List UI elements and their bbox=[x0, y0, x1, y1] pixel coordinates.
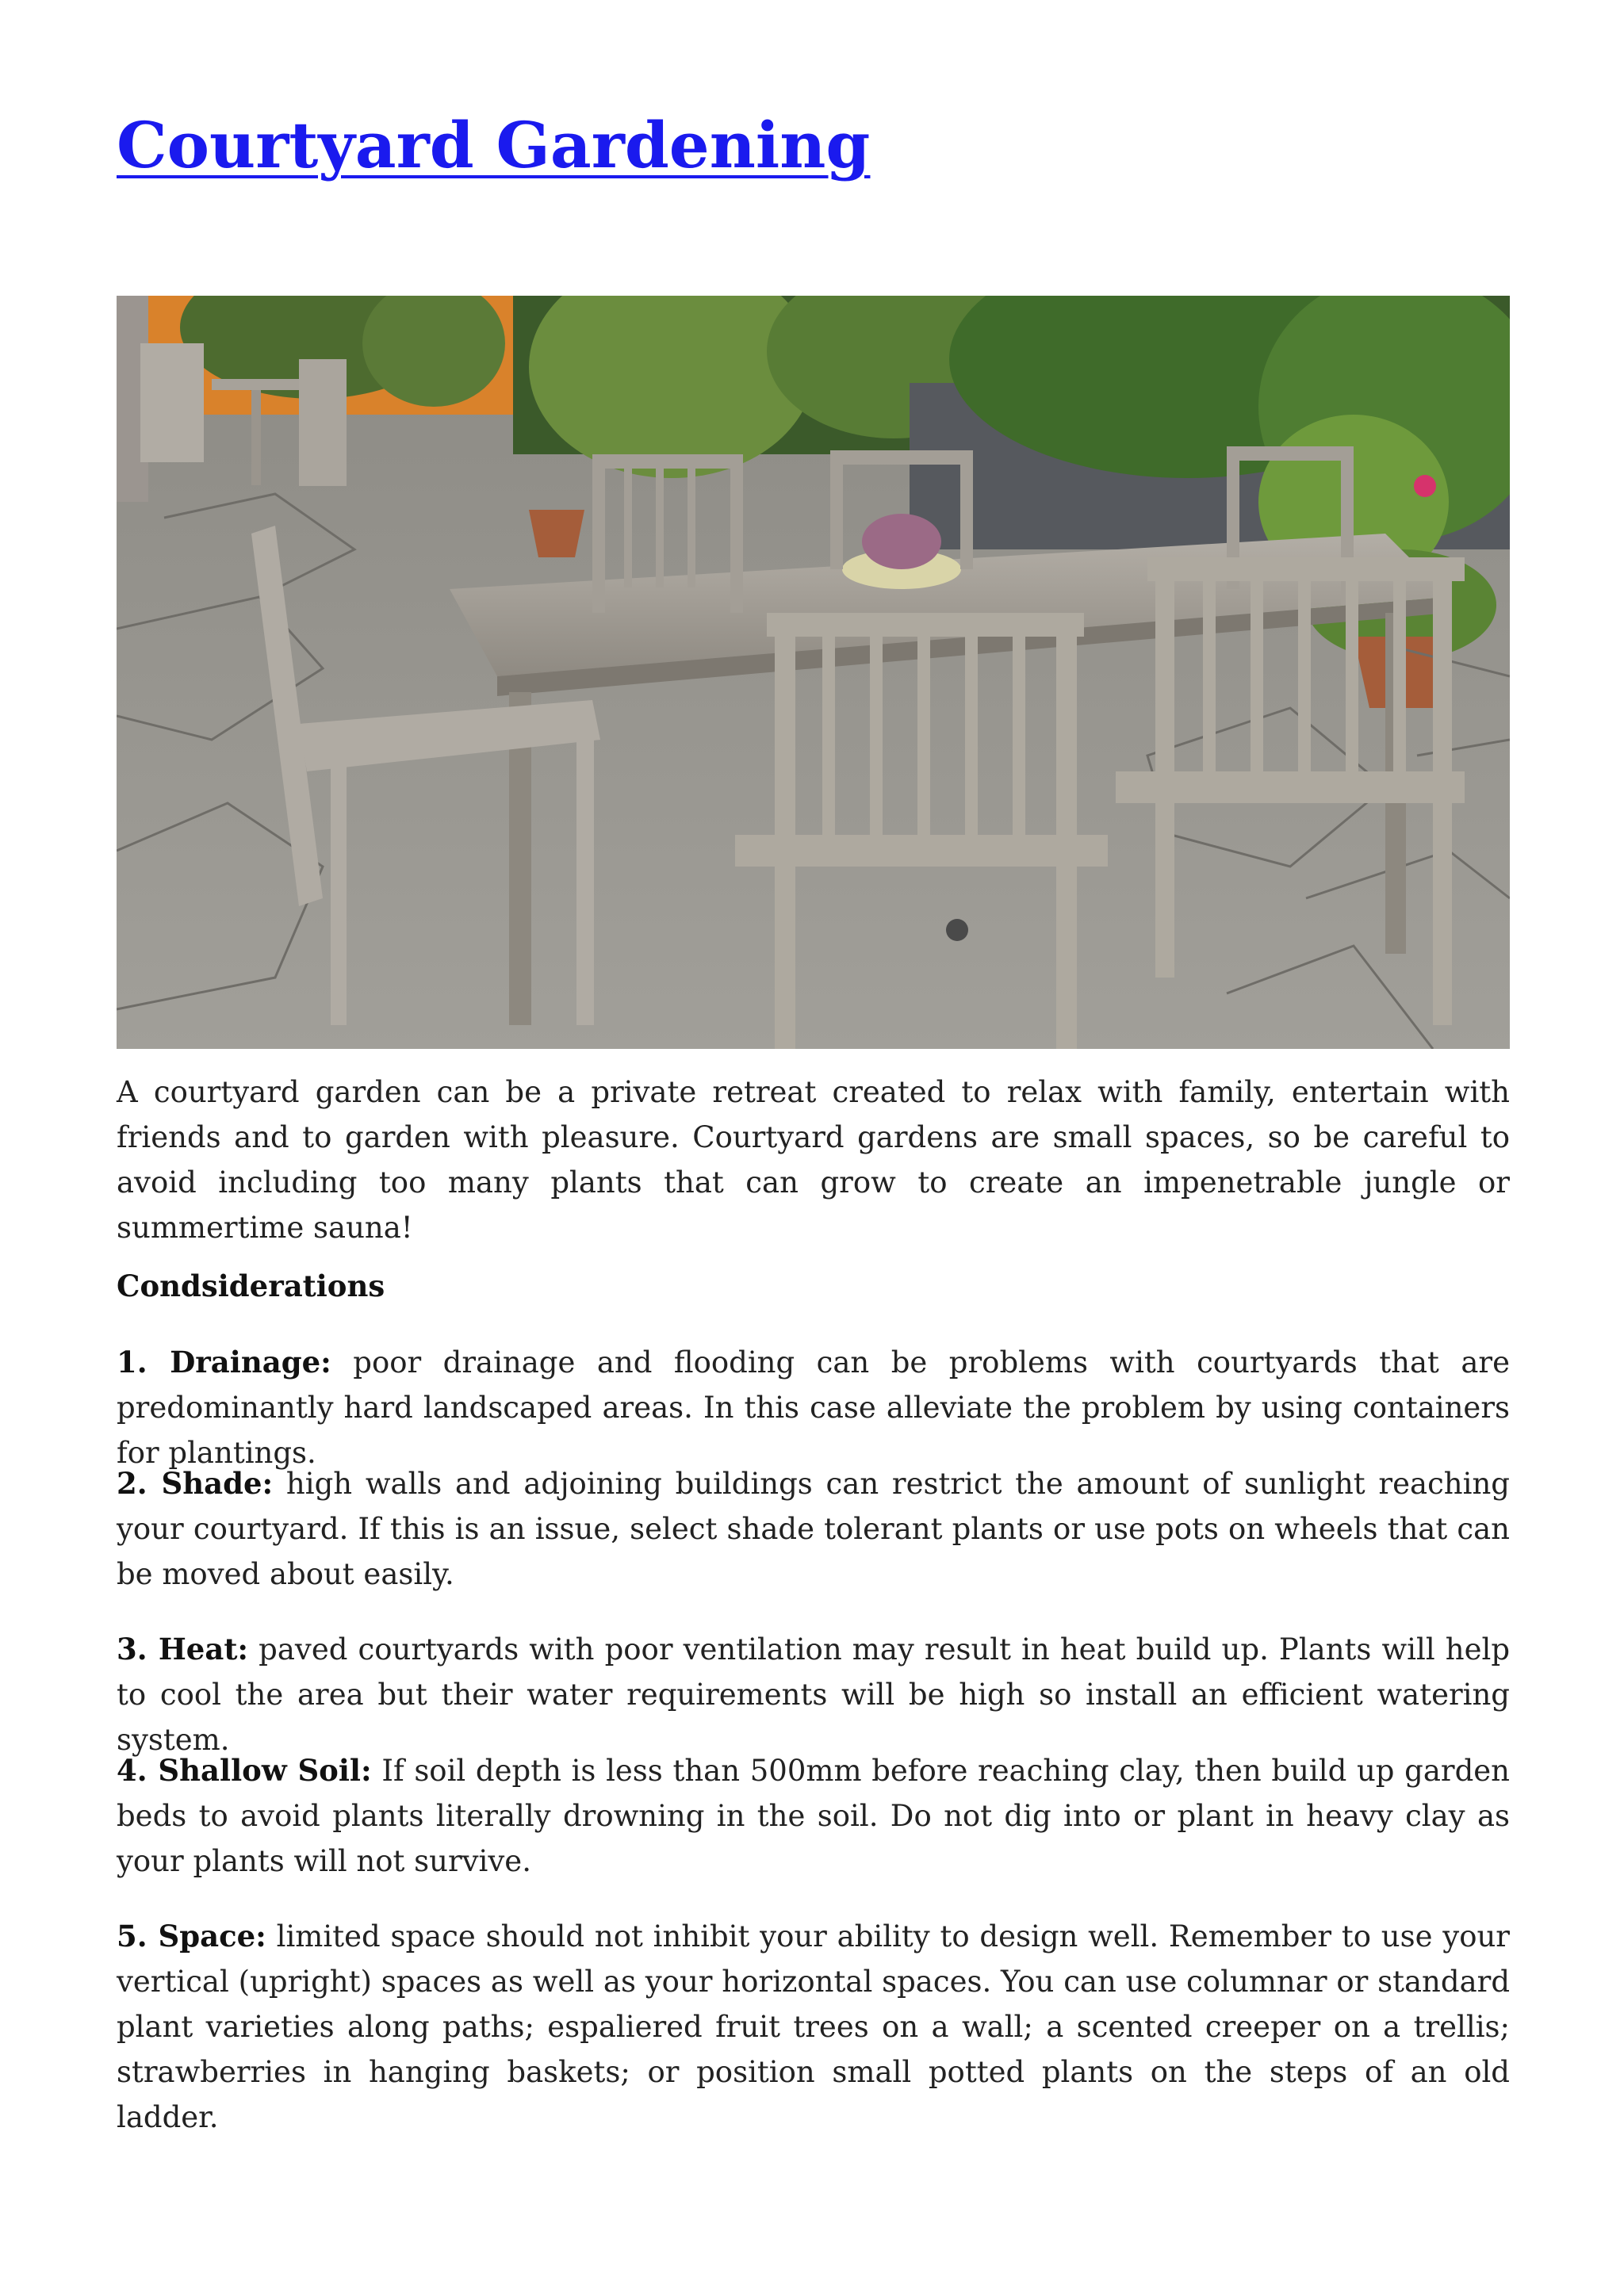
consideration-drainage bbox=[117, 1340, 1510, 1475]
consideration-heat bbox=[117, 1627, 1510, 1762]
consideration-label: 4. Shallow Soil: bbox=[117, 1753, 372, 1788]
consideration-label: 5. Space: bbox=[117, 1919, 266, 1954]
consideration-shade bbox=[117, 1461, 1510, 1597]
consideration-label: 1. Drainage: bbox=[117, 1345, 331, 1380]
intro-paragraph: A courtyard garden can be a private retreat created to relax with family, entertain with friends and to garden with pleasure. Courtyard gardens are small spaces, so be careful to avoid including too many plants that can grow to create an impenetrable jungle or summertime sauna! bbox=[117, 1075, 1510, 1245]
courtyard-photo-illustration bbox=[117, 296, 1510, 1049]
consideration-label: 2. Shade: bbox=[117, 1466, 274, 1501]
consideration-text: high walls and adjoining buildings can restrict the amount of sunlight reaching your courtyard. If this is an issue, select shade tolerant plants or use pots on wheels that can be moved about easily. bbox=[117, 1467, 1510, 1591]
title-link[interactable]: Courtyard Gardening bbox=[117, 108, 871, 182]
consideration-text: paved courtyards with poor ventilation may result in heat build up. Plants will help to cool the area but their water requirements will be high so install an efficient watering system. bbox=[117, 1632, 1511, 1757]
consideration-shallow-soil bbox=[117, 1748, 1510, 1884]
courtyard-photo bbox=[117, 296, 1510, 1049]
consideration-text: If soil depth is less than 500mm before reaching clay, then build up garden beds to avoid plants literally drowning in the soil. Do not dig into or plant in heavy clay as your plants will not survive. bbox=[117, 1754, 1510, 1878]
page-title[interactable] bbox=[117, 101, 870, 189]
consideration-text: poor drainage and flooding can be problems with courtyards that are predominantly hard landscaped areas. In this case alleviate the problem by using containers for plantings. bbox=[117, 1345, 1511, 1470]
consideration-space bbox=[117, 1914, 1510, 2140]
consideration-text: limited space should not inhibit your ability to design well. Remember to use your vertical (upright) spaces as well as your horizontal spaces. You can use columnar or standard plant varieties along paths; espaliered fruit trees on a wall; a scented creeper on a trellis; strawberries in hanging baskets; or position small potted plants on the steps of an old ladder. bbox=[117, 1919, 1510, 2134]
considerations-heading: Condsiderations bbox=[117, 1269, 385, 1303]
consideration-label: 3. Heat: bbox=[117, 1632, 249, 1667]
